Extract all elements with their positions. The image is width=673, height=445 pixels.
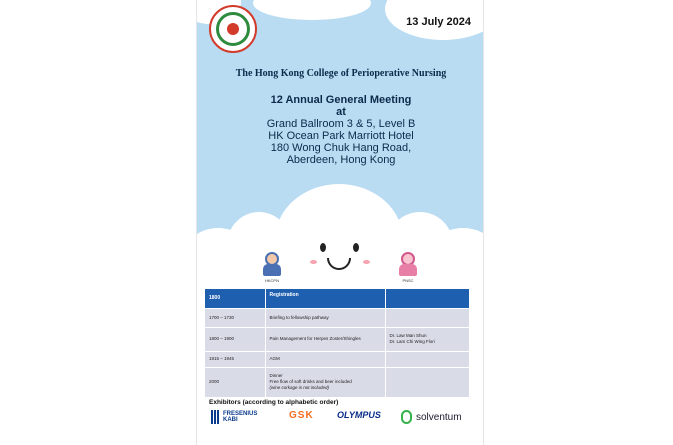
gsk-logo-text: GSK [289, 410, 314, 421]
row-event: Pain Management for Herpes Zoster/Shingles [265, 327, 385, 351]
event-line: Free flow of soft drinks and beer included [269, 379, 352, 384]
venue-line: Grand Ballroom 3 & 5, Level B [266, 118, 416, 130]
header-speaker [385, 289, 469, 308]
sponsor-fresenius-kabi [211, 410, 257, 424]
speaker-name: Dr. Law Man Shun [389, 333, 427, 338]
organization-name: The Hong Kong College of Perioperative Nursing [235, 68, 447, 79]
cloud-right-eye [353, 243, 359, 252]
schedule-header-row [205, 289, 469, 308]
fresenius-line2: KABI [223, 417, 238, 423]
solventum-logo-text: solventum [416, 411, 462, 423]
mascot-left-label: HKCPN [264, 278, 279, 283]
meeting-title [197, 94, 484, 118]
cloud-left-eye [320, 243, 326, 252]
logo-emblem [227, 23, 239, 35]
table-row [205, 327, 469, 351]
row-speaker [385, 308, 469, 327]
meeting-title-line1: 12 Annual General Meeting [270, 94, 412, 106]
row-speaker [385, 367, 469, 397]
solventum-icon [401, 410, 412, 424]
header-event: Registration [265, 289, 385, 308]
row-time: 1800 – 1900 [205, 327, 265, 351]
header-time: 1800 [205, 289, 265, 308]
venue-line: HK Ocean Park Marriott Hotel [268, 130, 414, 142]
table-row [205, 367, 469, 397]
mascot-right-label: PNSC [402, 278, 414, 283]
row-event: AGM [265, 351, 385, 367]
fresenius-kabi-icon [211, 410, 219, 424]
event-date: 13 July 2024 [406, 16, 471, 28]
row-time: 1915 – 1945 [205, 351, 265, 367]
sponsor-solventum [401, 410, 462, 424]
row-event: Briefing to fellowship pathway [265, 308, 385, 327]
row-time: 2000 [205, 367, 265, 397]
row-event [265, 367, 385, 397]
mascot-left-icon [261, 252, 283, 278]
sponsor-logos [209, 408, 473, 428]
logo-ring [216, 12, 250, 46]
sponsor-olympus [337, 410, 381, 420]
sponsor-gsk [289, 410, 314, 421]
row-time: 1700 – 1730 [205, 308, 265, 327]
mascot-right-icon [397, 252, 419, 278]
cloud-right-cheek [363, 260, 370, 264]
venue-line: Aberdeen, Hong Kong [286, 154, 396, 166]
fresenius-line1: FRESENIUS [223, 411, 258, 417]
table-row [205, 351, 469, 367]
cloud-left-cheek [310, 260, 317, 264]
speaker-name: Dr. Lam Chi Wing Flori [389, 339, 435, 344]
table-row [205, 308, 469, 327]
event-line: Dinner [269, 373, 283, 378]
venue-address [197, 118, 484, 166]
row-speaker [385, 327, 469, 351]
agm-poster [196, 0, 484, 445]
college-logo [209, 5, 257, 53]
venue-line: 180 Wong Chuk Hang Road, [270, 142, 412, 154]
exhibitors-title: Exhibitors (according to alphabetic order) [209, 399, 339, 406]
olympus-logo-text: OLYMPUS [337, 410, 381, 420]
event-note: (wine corkage is not included) [269, 385, 330, 390]
schedule-table [205, 289, 469, 398]
row-speaker [385, 351, 469, 367]
meeting-title-line2: at [336, 106, 346, 118]
